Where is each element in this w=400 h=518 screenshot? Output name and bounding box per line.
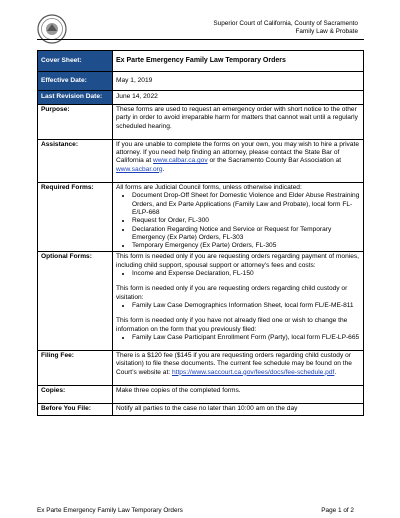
before-row	[38, 404, 364, 415]
optional-row	[38, 252, 364, 351]
purpose-label: Purpose:	[38, 105, 113, 140]
cover-title: Ex Parte Emergency Family Law Temporary Orders	[113, 51, 364, 72]
page-footer	[37, 507, 364, 514]
fee-schedule-link[interactable]: https://www.saccourt.ca.gov/fees/docs/fee-schedule.pdf	[171, 368, 335, 376]
revision-value: June 14, 2022	[113, 91, 364, 105]
required-label: Required Forms:	[38, 183, 113, 252]
list-item: • Family Law Case Demographics Information Sheet, local form FL/E-ME-811	[132, 302, 360, 310]
copies-text: Make three copies of the completed forms.	[116, 387, 241, 395]
court-name: Superior Court of California, County of Sacramento	[213, 20, 358, 27]
optional-label: Optional Forms:	[38, 252, 113, 351]
court-header	[213, 20, 358, 36]
fee-row	[38, 351, 364, 386]
effective-value: May 1, 2019	[113, 72, 364, 91]
list-item: • Request for Order, FL-300	[132, 217, 360, 225]
court-division: Family Law & Probate	[295, 28, 358, 35]
before-label: Before You File:	[38, 404, 113, 415]
effective-row	[38, 72, 364, 91]
purpose-row	[38, 105, 364, 140]
sacbar-link[interactable]: www.sacbar.org	[116, 165, 163, 173]
effective-label: Effective Date:	[38, 72, 113, 91]
list-item: • Declaration Regarding Notice and Service or Request for Temporary Emergency (Ex Parte) Orders, FL-303	[132, 226, 360, 243]
before-text: Notify all parties to the case no later than 10:00 am on the day	[113, 404, 364, 415]
optional-paragraph: This form is needed only if you have not already filed one or wish to change the information on the form that you previously filed:	[116, 317, 348, 333]
copies-label: Copies:	[38, 386, 113, 404]
optional-paragraph: This form is needed only if you are requesting orders regarding child custody or visitation:	[116, 285, 348, 301]
fee-label: Filing Fee:	[38, 351, 113, 386]
list-item: • Document Drop-Off Sheet for Domestic Violence and Elder Abuse Restraining Orders, and Ex Parte Applications (Family Law and Probate), local form FL-E/LP-668	[132, 192, 360, 217]
revision-row	[38, 91, 364, 105]
optional-paragraph: This form is needed only if you are requesting orders regarding payment of monies, including child support, spousal support or attorney’s fees and costs:	[116, 253, 359, 269]
required-list	[116, 192, 360, 250]
calbar-link[interactable]: www.calbar.ca.gov	[153, 157, 208, 165]
page-number: Page 1 of 2	[321, 507, 354, 514]
fee-text: There is a $120 fee ($145 if you are requesting orders regarding child custody or visitation) to file these documents. The current fee schedule may be found on the Court’s website at:	[116, 352, 352, 376]
cover-label: Cover Sheet:	[38, 51, 113, 72]
purpose-text: These forms are used to request an emergency order with short notice to the other party in order to avoid irreparable harm for matters that cannot wait until a regularly scheduled hearing.	[116, 106, 358, 130]
assistance-text: If you are unable to complete the forms on your own, you may wish to hire a private attorney. If you need help finding an attorney, please contact the State Bar of California at	[116, 140, 359, 165]
cover-row	[38, 51, 364, 72]
assistance-row	[38, 139, 364, 182]
header-divider	[37, 39, 364, 40]
list-item: • Income and Expense Declaration, FL-150	[132, 270, 360, 278]
fee-end: .	[334, 368, 337, 376]
copies-row	[38, 386, 364, 404]
required-intro: All forms are Judicial Council forms, unless otherwise indicated:	[116, 184, 302, 192]
list-item: • Temporary Emergency (Ex Parte) Orders, FL-305	[132, 242, 360, 250]
revision-label: Last Revision Date:	[38, 91, 113, 105]
assistance-label: Assistance:	[38, 139, 113, 182]
cover-sheet-table	[37, 50, 364, 416]
assistance-end: .	[162, 165, 165, 173]
list-item: • Family Law Case Participant Enrollment Form (Party), local form FL/E-LP-665	[132, 334, 360, 342]
footer-title: Ex Parte Emergency Family Law Temporary Orders	[37, 507, 183, 514]
required-row	[38, 183, 364, 252]
assistance-or: or the Sacramento County Bar Association at	[209, 157, 342, 165]
